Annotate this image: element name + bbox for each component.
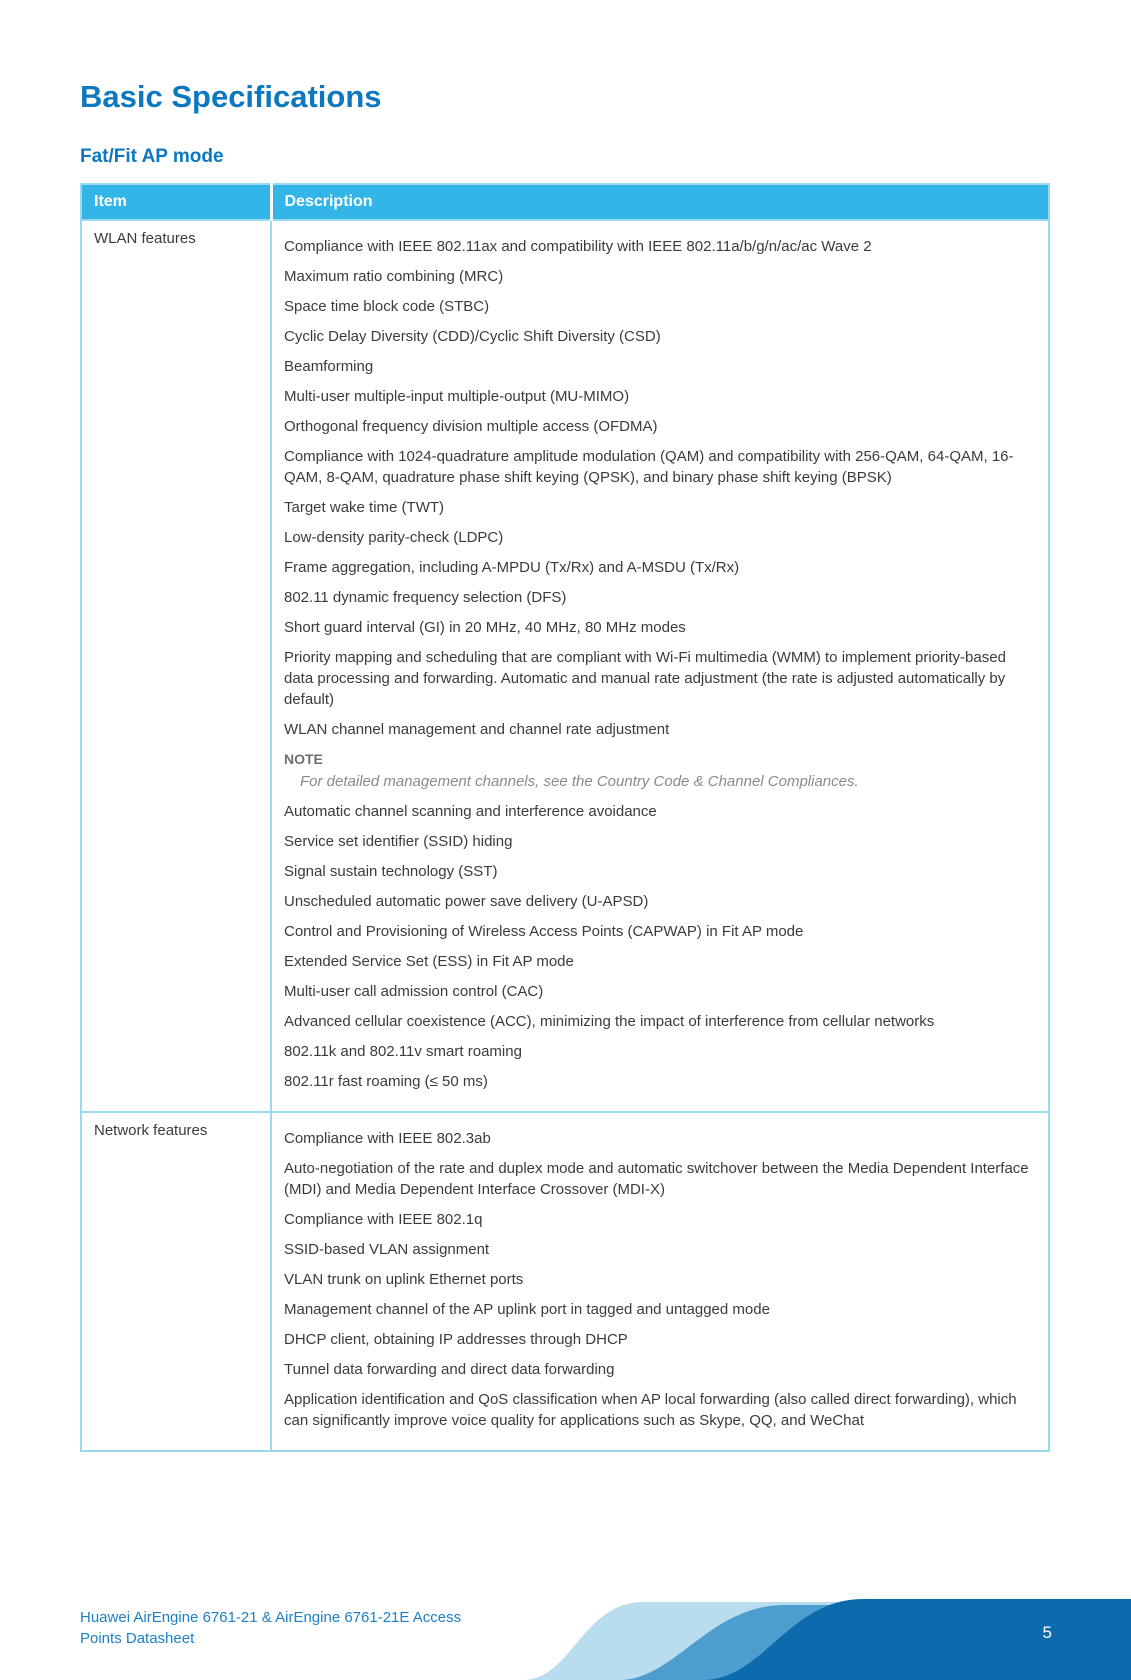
description-item: Auto-negotiation of the rate and duplex mode and automatic switchover between the Media Dependent Interface (MDI) and Media Dependent Interface Crossover (MDI-X) [284,1160,1029,1198]
description-item: Management channel of the AP uplink port in tagged and untagged mode [284,1301,770,1318]
table-row [81,1112,1049,1451]
table-row [81,220,1049,1112]
footer-wave-graphic [471,1596,1131,1680]
description-item: 802.11 dynamic frequency selection (DFS) [284,589,567,606]
description-item: Advanced cellular coexistence (ACC), minimizing the impact of interference from cellular networks [284,1013,935,1030]
header-row [81,184,1049,220]
description-item: Signal sustain technology (SST) [284,863,498,880]
description-item: Low-density parity-check (LDPC) [284,529,504,546]
description-item: Multi-user multiple-input multiple-output (MU-MIMO) [284,388,630,405]
description-item: Short guard interval (GI) in 20 MHz, 40 MHz, 80 MHz modes [284,619,686,636]
description-item: SSID-based VLAN assignment [284,1241,490,1258]
spec-table [80,183,1050,1452]
description-item: Multi-user call admission control (CAC) [284,983,544,1000]
description-item: Target wake time (TWT) [284,499,445,516]
description-item: Tunnel data forwarding and direct data forwarding [284,1361,615,1378]
description-item: Orthogonal frequency division multiple access (OFDMA) [284,418,658,435]
description-item: 802.11r fast roaming (≤ 50 ms) [284,1073,488,1090]
item-cell: Network features [81,1112,271,1451]
footer-doc-title: Huawei AirEngine 6761-21 & AirEngine 6761-21E Access Points Datasheet [80,1609,462,1647]
section-heading: Fat/Fit AP mode [80,146,224,167]
description-item: Frame aggregation, including A-MPDU (Tx/Rx) and A-MSDU (Tx/Rx) [284,559,740,576]
description-item: Compliance with IEEE 802.11ax and compatibility with IEEE 802.11a/b/g/n/ac/ac Wave 2 [284,238,872,255]
description-item: WLAN channel management and channel rate adjustment [284,721,670,738]
description-cell [271,220,1049,1112]
description-item: Application identification and QoS classification when AP local forwarding (also called direct forwarding), which can significantly improve voice quality for applications such as Skype, QQ, and WeChat [284,1391,1017,1429]
description-item: Extended Service Set (ESS) in Fit AP mode [284,953,574,970]
item-cell: WLAN features [81,220,271,1112]
page-title: Basic Specifications [80,79,382,114]
description-item: Beamforming [284,358,374,375]
footer-page-number: 5 [1042,1623,1052,1642]
page-footer [0,1588,1131,1680]
description-item: Compliance with IEEE 802.1q [284,1211,483,1228]
note-label: NOTE [284,751,323,767]
column-header-item: Item [81,184,271,220]
description-item: Unscheduled automatic power save delivery (U-APSD) [284,893,649,910]
spec-table-body [81,220,1049,1451]
description-item: Compliance with 1024-quadrature amplitude modulation (QAM) and compatibility with 256-QAM, 64-QAM, 16-QAM, 8-QAM, quadrature phase shift keying (QPSK), and binary phase shift keying (BPSK) [284,448,1014,486]
description-item: Maximum ratio combining (MRC) [284,268,504,285]
description-item: 802.11k and 802.11v smart roaming [284,1043,522,1060]
description-item: Priority mapping and scheduling that are compliant with Wi-Fi multimedia (WMM) to implement priority-based data processing and forwarding. Automatic and manual rate adjustment (the rate is adjusted automatically by default) [284,649,1006,708]
description-item: Automatic channel scanning and interference avoidance [284,803,657,820]
description-item: Control and Provisioning of Wireless Access Points (CAPWAP) in Fit AP mode [284,923,804,940]
description-item: Space time block code (STBC) [284,298,490,315]
spec-table-head [81,184,1049,220]
description-item: DHCP client, obtaining IP addresses through DHCP [284,1331,628,1348]
description-item: Cyclic Delay Diversity (CDD)/Cyclic Shift Diversity (CSD) [284,328,661,345]
description-item: Compliance with IEEE 802.3ab [284,1130,491,1147]
description-item: VLAN trunk on uplink Ethernet ports [284,1271,524,1288]
page-content [0,80,1131,1452]
description-cell [271,1112,1049,1451]
column-header-description: Description [271,184,1049,220]
description-item: Service set identifier (SSID) hiding [284,833,513,850]
note-text: For detailed management channels, see the Country Code & Channel Compliances. [300,773,859,790]
